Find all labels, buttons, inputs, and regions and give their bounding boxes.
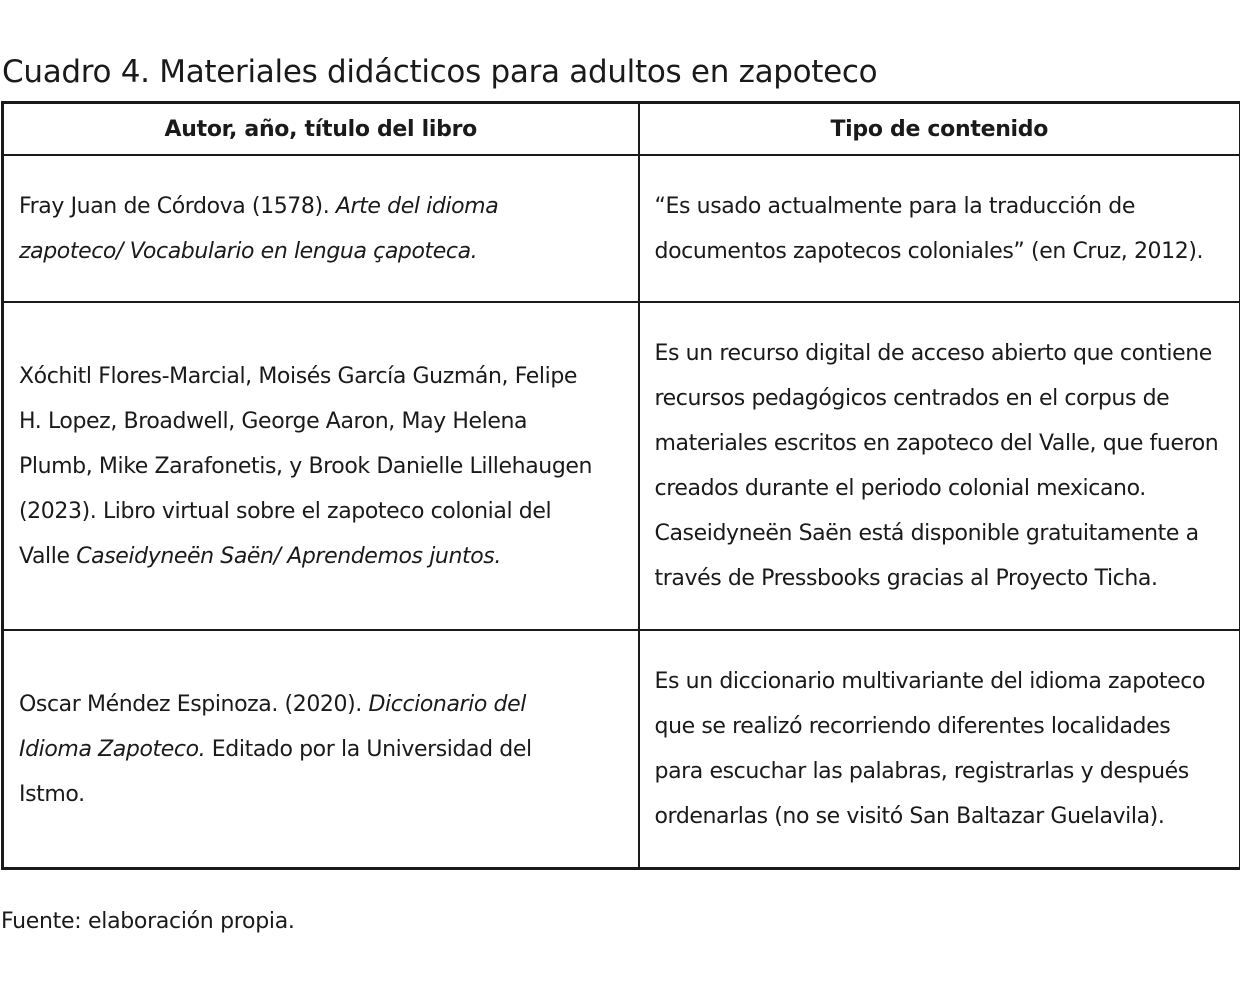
author-text: Xóchitl Flores-Marcial, Moisés García Guzmán, Felipe H. Lopez, Broadwell, George Aaron, May Helena Plumb, Mike Zarafonetis, y Brook Danielle Lillehaugen (2023). Libro virtual sobre el zapoteco colonial del Valle (19, 363, 593, 569)
content-cell: “Es usado actualmente para la traducción de documentos zapotecos coloniales” (en Cruz, 2012). (639, 155, 1240, 302)
author-cell (3, 155, 639, 302)
table-header-row (3, 103, 1240, 156)
table-row (3, 630, 1240, 869)
source-note: Fuente: elaboración propia. (1, 909, 295, 934)
content-cell: Es un recurso digital de acceso abierto que contiene recursos pedagógicos centrados en el corpus de materiales escritos en zapoteco del Valle, que fueron creados durante el periodo colonial mexicano. Caseidyneën Saën está disponible gratuitamente a través de Pressbooks gracias al Proyecto Ticha. (639, 302, 1240, 630)
table-row (3, 155, 1240, 302)
author-text-after: Editado por la Universidad del Istmo. (19, 736, 532, 807)
book-title: Caseidyneën Saën/ Aprendemos juntos. (76, 543, 501, 569)
header-author-title: Autor, año, título del libro (3, 103, 639, 156)
table-caption: Cuadro 4. Materiales didácticos para adultos en zapoteco (2, 54, 878, 90)
book-title: Arte del idioma zapoteco/ Vocabulario en lengua çapoteca. (19, 193, 499, 264)
book-title: Diccionario del Idioma Zapoteco. (19, 691, 526, 762)
author-text: Oscar Méndez Espinoza. (2020). (19, 691, 369, 717)
author-text: Fray Juan de Córdova (1578). (19, 193, 336, 219)
header-content-type: Tipo de contenido (639, 103, 1240, 156)
author-cell (3, 302, 639, 630)
materials-table (1, 101, 1240, 870)
author-cell (3, 630, 639, 869)
content-cell: Es un diccionario multivariante del idioma zapoteco que se realizó recorriendo diferentes localidades para escuchar las palabras, registrarlas y después ordenarlas (no se visitó San Baltazar Guelavila). (639, 630, 1240, 869)
table-row (3, 302, 1240, 630)
